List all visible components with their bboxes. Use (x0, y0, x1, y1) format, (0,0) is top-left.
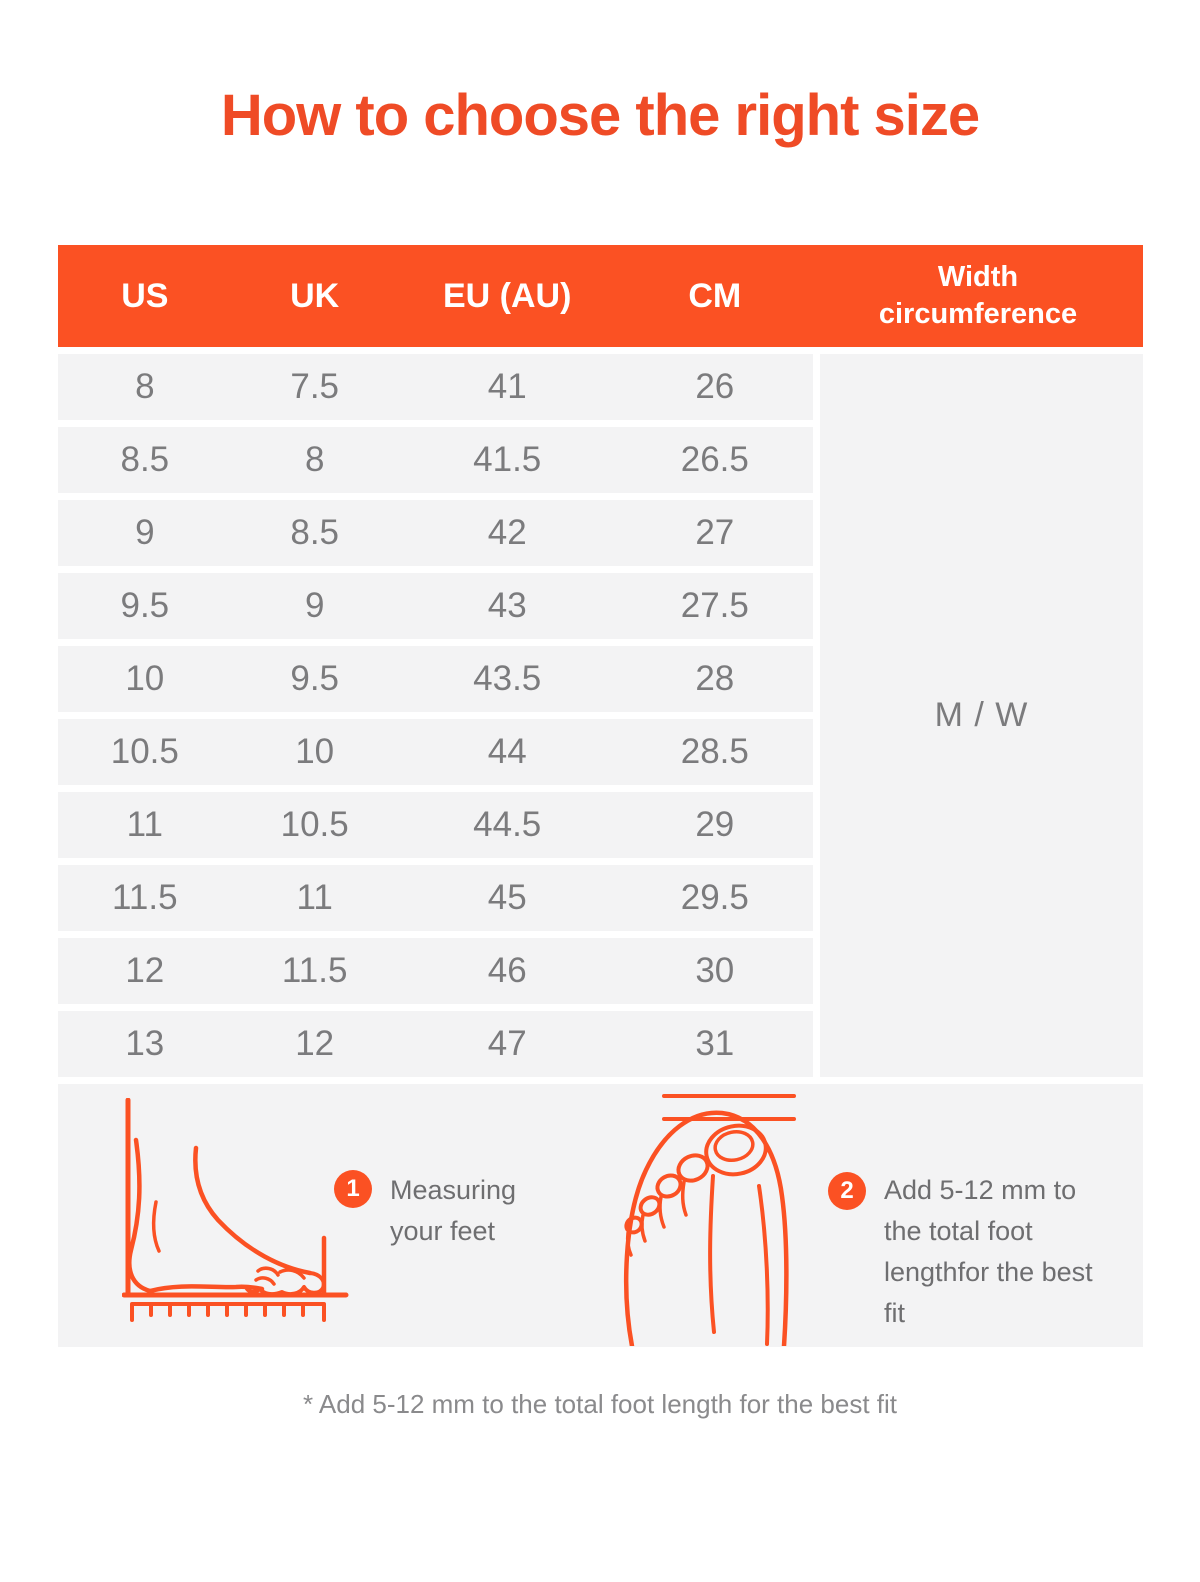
size-table-header-left (58, 277, 813, 316)
cell-uk: 8.5 (290, 513, 340, 552)
table-row (58, 938, 813, 1004)
step-1-text: Measuring your feet (390, 1175, 517, 1246)
table-row (58, 792, 813, 858)
cell-cm: 28.5 (680, 732, 749, 771)
table-row (58, 500, 813, 566)
table-row (58, 646, 813, 712)
cell-eu-au: 41 (487, 367, 527, 406)
cell-cm: 31 (695, 1024, 735, 1063)
cell-cm: 26.5 (680, 440, 749, 479)
page-title: How to choose the right size (220, 83, 980, 148)
cell-us: 9.5 (120, 586, 170, 625)
cell-uk: 9 (304, 586, 325, 625)
cell-eu-au: 44 (487, 732, 527, 771)
size-table (58, 245, 1143, 1077)
cell-eu-au: 46 (487, 951, 527, 990)
cell-cm: 29.5 (680, 878, 749, 917)
cell-uk: 11.5 (281, 951, 348, 990)
cell-uk: 9.5 (290, 659, 340, 698)
cell-us: 9 (135, 513, 155, 552)
foot-side-measure-illustration (122, 1098, 354, 1326)
cell-uk: 12 (295, 1024, 335, 1063)
table-row (58, 573, 813, 639)
cell-eu-au: 47 (487, 1024, 527, 1063)
step-2-text: Add 5-12 mm to the total foot lengthfor the best fit (884, 1175, 1093, 1328)
cell-eu-au: 44.5 (473, 805, 542, 844)
measuring-guide (58, 1084, 1143, 1347)
table-row (58, 865, 813, 931)
cell-uk: 8 (304, 440, 325, 479)
table-row (58, 427, 813, 493)
column-header-eu-au: EU (AU) (442, 276, 572, 315)
cell-eu-au: 41.5 (473, 440, 542, 479)
table-row (58, 719, 813, 785)
width-circumference-cell (820, 354, 1143, 1077)
size-rows (58, 354, 813, 1077)
cell-eu-au: 43.5 (473, 659, 542, 698)
cell-uk: 10.5 (280, 805, 349, 844)
cell-cm: 28 (695, 659, 735, 698)
column-header-us: US (121, 276, 169, 315)
table-row (58, 1011, 813, 1077)
cell-cm: 26 (695, 367, 735, 406)
foot-top-measure-illustration (618, 1088, 822, 1346)
cell-cm: 29 (695, 805, 735, 844)
cell-uk: 11 (296, 878, 333, 917)
column-header-uk: UK (290, 276, 340, 315)
table-row (58, 354, 813, 420)
cell-us: 11 (126, 805, 163, 844)
cell-eu-au: 43 (487, 586, 527, 625)
cell-us: 10 (125, 659, 165, 698)
cell-cm: 27 (695, 513, 735, 552)
cell-uk: 10 (295, 732, 335, 771)
cell-us: 11.5 (112, 878, 178, 917)
cell-eu-au: 45 (487, 878, 527, 917)
cell-eu-au: 42 (487, 513, 527, 552)
cell-cm: 30 (695, 951, 735, 990)
cell-uk: 7.5 (290, 367, 340, 406)
width-circumference-value: M / W (934, 696, 1029, 734)
size-table-header (58, 245, 1143, 347)
cell-us: 13 (125, 1024, 165, 1063)
column-header-width-circumference: Width circumference (878, 261, 1078, 330)
step-2-badge: 2 (828, 1172, 866, 1210)
cell-us: 12 (125, 951, 165, 990)
size-table-body (58, 354, 1143, 1077)
cell-cm: 27.5 (680, 586, 749, 625)
footnote: * Add 5-12 mm to the total foot length for the best fit (302, 1389, 897, 1419)
cell-us: 10.5 (110, 732, 179, 771)
column-header-cm: CM (688, 276, 742, 315)
cell-us: 8.5 (120, 440, 170, 479)
cell-us: 8 (135, 367, 155, 406)
step-1-badge: 1 (334, 1170, 372, 1208)
size-guide-page (0, 82, 1200, 1420)
